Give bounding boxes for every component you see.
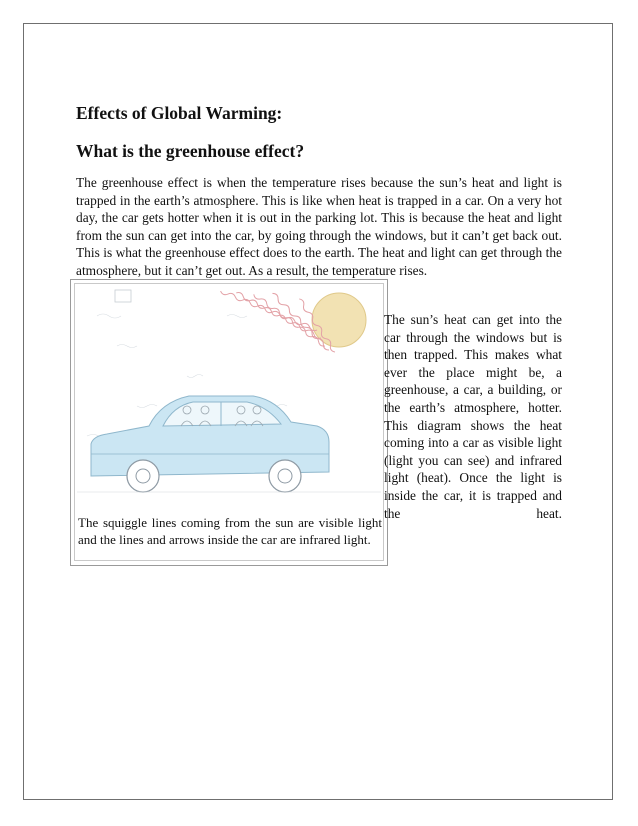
window-sketch — [115, 290, 131, 302]
side-paragraph: The sun’s heat can get into the car through the windows but is then trapped. This makes what ever the place might be, a greenhouse, a car, a building, or the earth’s atmosphere, hotter. This diagram shows the heat coming into a car as visible light (light you can see) and infrared light (heat). Once the light is inside the car, it is trapped and the heat. — [384, 312, 562, 521]
car-drawing — [91, 396, 329, 492]
figure-frame — [70, 279, 388, 566]
section-heading: What is the greenhouse effect? — [76, 141, 305, 161]
document-title: Effects of Global Warming: — [76, 103, 283, 123]
intro-paragraph: The greenhouse effect is when the temperature rises because the sun’s heat and light is trapped in the earth’s atmosphere. This is like when heat is trapped in a car. On a very hot day, the car gets hotter when it is out in the parking lot. This is because the heat and light from the sun can get into the car, by going through the windows, but it can’t get back out. This is what the greenhouse effect does to the earth. The heat and light can get through the atmosphere, but it can’t get out. As a result, the temperature rises. — [76, 175, 562, 278]
figure-caption: The squiggle lines coming from the sun are visible light and the lines and arrows inside the car are infrared light. — [78, 515, 382, 547]
greenhouse-car-illustration — [77, 286, 381, 513]
figure-inner-frame — [74, 283, 384, 561]
